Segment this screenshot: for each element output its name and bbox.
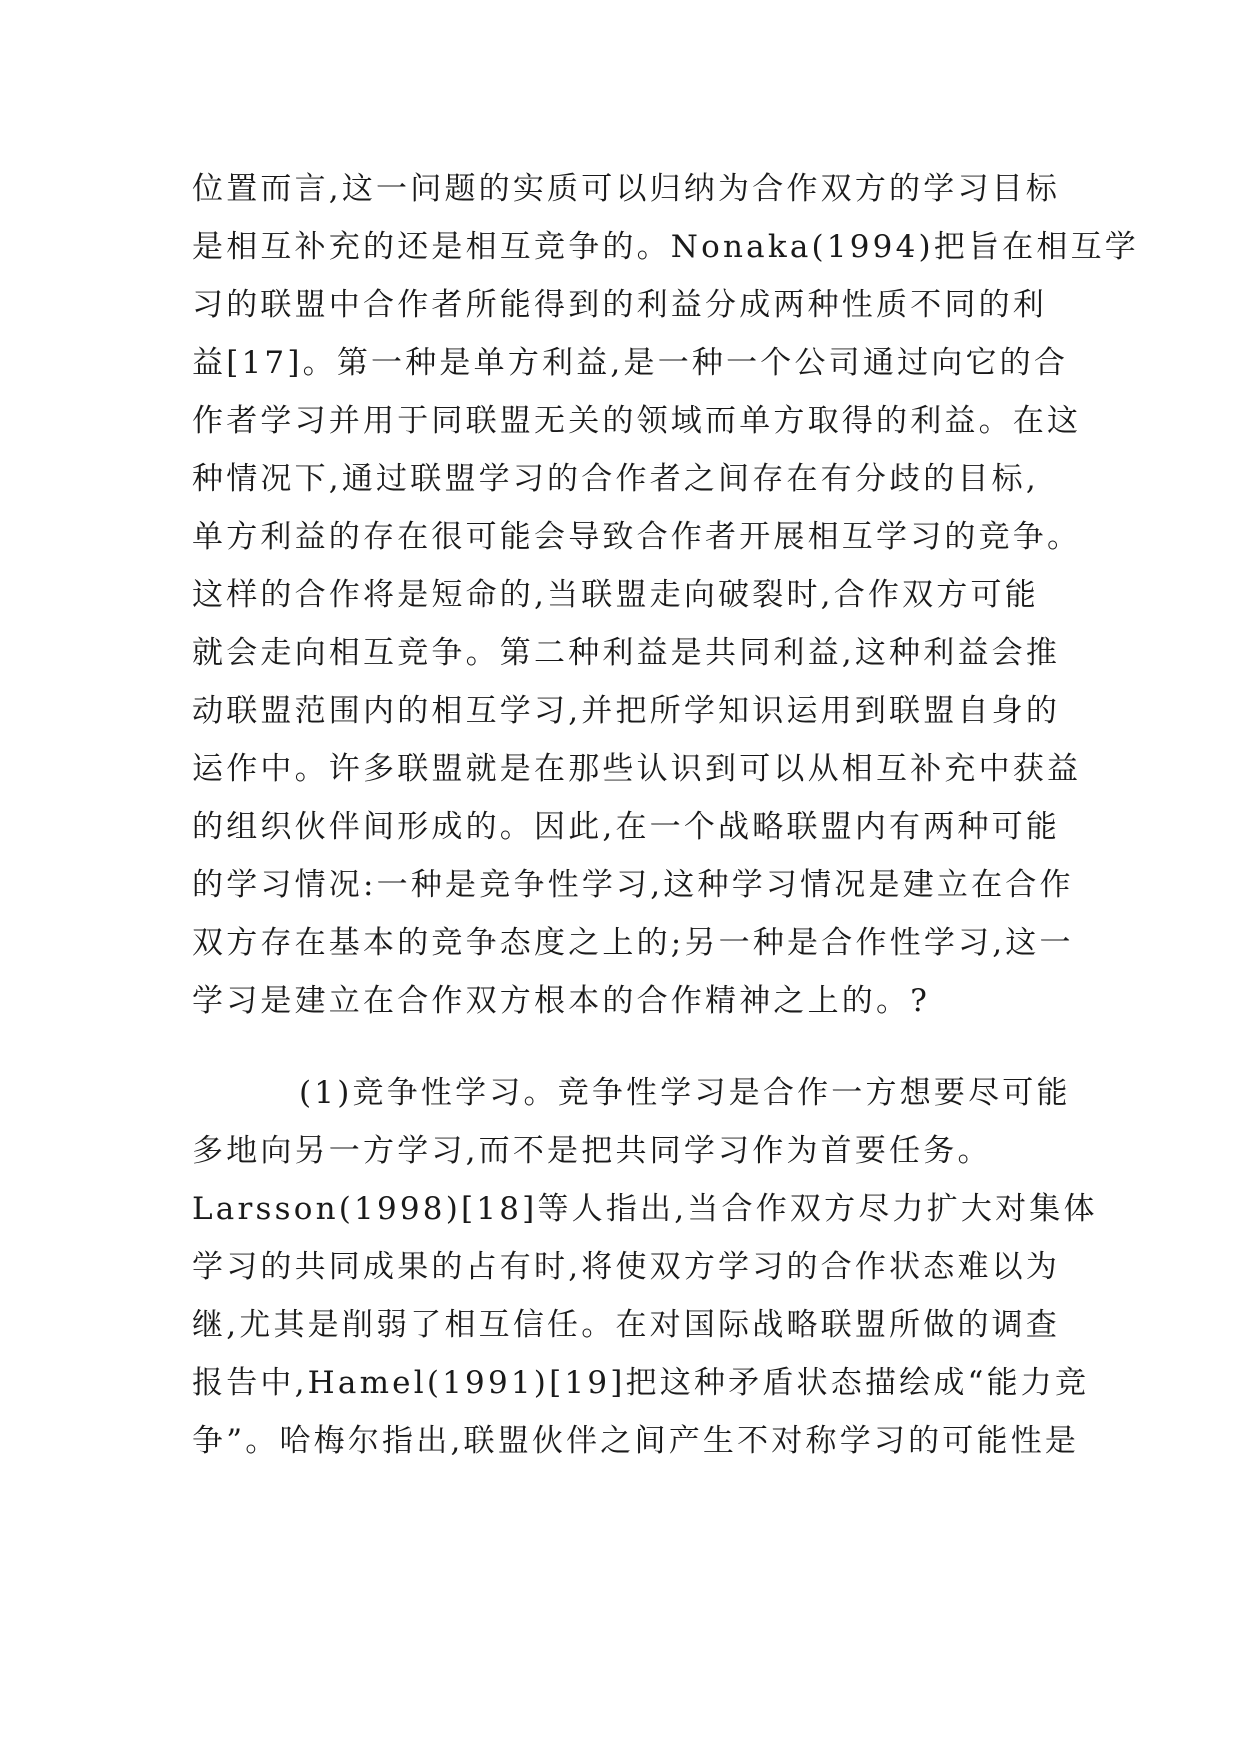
text-line: Larsson(1998)[18]等人指出,当合作双方尽力扩大对集体 <box>192 1191 1098 1227</box>
text-line: 就会走向相互竞争。第二种利益是共同利益,这种利益会推 <box>192 635 1061 671</box>
text-line: 单方利益的存在很可能会导致合作者开展相互学习的竞争。 <box>192 519 1082 555</box>
text-line: 是相互补充的还是相互竞争的。Nonaka(1994)把旨在相互学 <box>192 229 1139 265</box>
text-line: 继,尤其是削弱了相互信任。在对国际战略联盟所做的调查 <box>192 1307 1061 1343</box>
text-line: 争”。哈梅尔指出,联盟伙伴之间产生不对称学习的可能性是 <box>192 1423 1080 1459</box>
text-line: 的学习情况:一种是竞争性学习,这种学习情况是建立在合作 <box>192 867 1074 903</box>
text-line: 益[17]。第一种是单方利益,是一种一个公司通过向它的合 <box>192 345 1069 381</box>
text-line: 种情况下,通过联盟学习的合作者之间存在有分歧的目标, <box>192 461 1039 497</box>
paragraph-1 <box>192 160 1139 1030</box>
text-line: 报告中,Hamel(1991)[19]把这种矛盾状态描绘成“能力竞 <box>192 1365 1090 1401</box>
text-line: 习的联盟中合作者所能得到的利益分成两种性质不同的利 <box>192 287 1047 323</box>
text-line: 双方存在基本的竞争态度之上的;另一种是合作性学习,这一 <box>192 925 1074 961</box>
text-line: 学习的共同成果的占有时,将使双方学习的合作状态难以为 <box>192 1249 1061 1285</box>
text-line: 作者学习并用于同联盟无关的领域而单方取得的利益。在这 <box>192 403 1082 439</box>
text-line: 学习是建立在合作双方根本的合作精神之上的。? <box>192 983 931 1019</box>
text-line: 这样的合作将是短命的,当联盟走向破裂时,合作双方可能 <box>192 577 1039 613</box>
text-line-indented: (1)竞争性学习。竞争性学习是合作一方想要尽可能 <box>299 1075 1071 1111</box>
text-line: 的组织伙伴间形成的。因此,在一个战略联盟内有两种可能 <box>192 809 1061 845</box>
text-line: 运作中。许多联盟就是在那些认识到可以从相互补充中获益 <box>192 751 1082 787</box>
text-line: 位置而言,这一问题的实质可以归纳为合作双方的学习目标 <box>192 171 1061 207</box>
paragraph-2 <box>192 1064 1098 1470</box>
text-line: 动联盟范围内的相互学习,并把所学知识运用到联盟自身的 <box>192 693 1061 729</box>
text-line: 多地向另一方学习,而不是把共同学习作为首要任务。 <box>192 1133 992 1169</box>
